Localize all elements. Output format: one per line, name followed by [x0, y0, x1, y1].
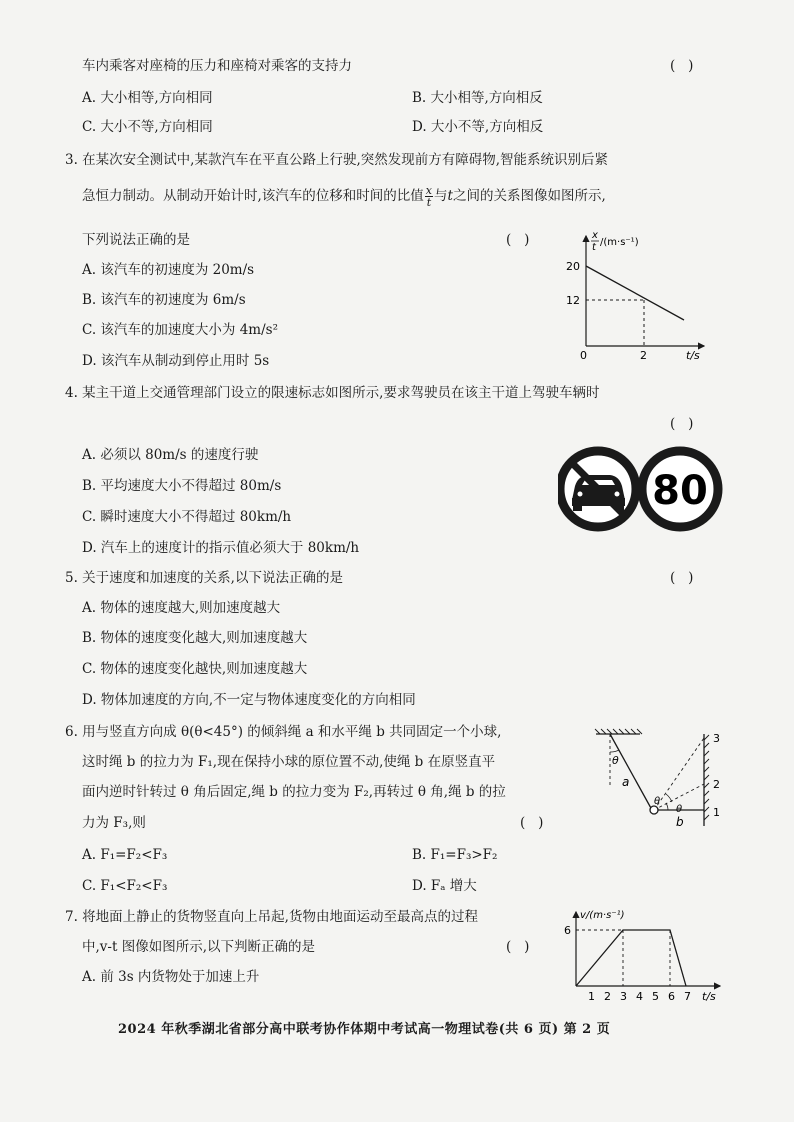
q6-theta-right: θ — [676, 804, 683, 815]
q3-ylabel-num: x — [592, 230, 598, 241]
q3-option-d: D. 该汽车从制动到停止用时 5s — [82, 353, 270, 369]
q5-option-b: B. 物体的速度变化越大,则加速度越大 — [82, 630, 308, 646]
q4-option-a: A. 必须以 80m/s 的速度行驶 — [82, 447, 259, 463]
q3-stem-line2-mid: 与 — [434, 188, 448, 204]
q3-origin: 0 — [580, 349, 587, 362]
rope-a — [610, 734, 652, 810]
q7-ytick-6: 6 — [564, 924, 571, 937]
q7-xtick-1: 1 — [588, 990, 595, 1003]
q5-stem: 5. 关于速度和加速度的关系,以下说法正确的是 — [65, 570, 343, 586]
q4-option-b: B. 平均速度大小不得超过 80m/s — [82, 478, 282, 494]
ball — [650, 806, 658, 814]
q7-xtick-7: 7 — [684, 990, 691, 1003]
q7-xtick-6: 6 — [668, 990, 675, 1003]
q3-ytick-12: 12 — [566, 294, 580, 307]
q3-answer-paren: ( ) — [506, 232, 530, 248]
q6-label-b: b — [676, 815, 684, 829]
q7-vt-graph — [560, 906, 724, 1004]
q5-option-d: D. 物体加速度的方向,不一定与物体速度变化的方向相同 — [82, 692, 416, 708]
q6-stem-line4: 力为 F₃,则 — [82, 815, 146, 831]
speed-limit-value: 80 — [652, 468, 708, 514]
q3-stem-line2-pre: 急恒力制动。从制动开始计时,该汽车的位移和时间的比值 — [82, 188, 424, 204]
q3-stem-line2-post: 之间的关系图像如图所示, — [452, 188, 606, 204]
q7-data-line — [576, 930, 686, 986]
q6-rope-diagram — [592, 726, 728, 836]
q2-option-b: B. 大小相等,方向相反 — [412, 90, 543, 106]
q3-frac-den: t — [426, 196, 432, 209]
q6-option-a: A. F₁=F₂<F₃ — [82, 847, 168, 863]
q5-option-c: C. 物体的速度变化越快,则加速度越大 — [82, 661, 308, 677]
q7-xtick-4: 4 — [636, 990, 643, 1003]
q6-point-3: 3 — [713, 732, 720, 745]
q2-option-d: D. 大小不等,方向相反 — [412, 119, 544, 135]
q3-ytick-20: 20 — [566, 260, 580, 273]
q6-stem-line1: 6. 用与竖直方向成 θ(θ<45°) 的倾斜绳 a 和水平绳 b 共同固定一个小球, — [65, 724, 502, 740]
q6-option-c: C. F₁<F₂<F₃ — [82, 878, 168, 894]
q7-option-a: A. 前 3s 内货物处于加速上升 — [82, 969, 260, 985]
q3-xlabel: t/s — [686, 349, 700, 362]
q6-stem-line3: 面内逆时针转过 θ 角后固定,绳 b 的拉力变为 F₂,再转过 θ 角,绳 b 的拉 — [82, 784, 506, 800]
q3-option-c: C. 该汽车的加速度大小为 4m/s² — [82, 322, 279, 338]
q4-option-d: D. 汽车上的速度计的指示值必须大于 80km/h — [82, 540, 360, 556]
q3-xtick-2: 2 — [640, 349, 647, 362]
q6-label-a: a — [622, 775, 630, 789]
q3-stem-line3: 下列说法正确的是 — [82, 232, 190, 248]
q6-option-b: B. F₁=F₃>F₂ — [412, 847, 498, 863]
q6-point-2: 2 — [713, 778, 720, 791]
q6-option-d: D. Fₐ 增大 — [412, 878, 477, 894]
q3-option-a: A. 该汽车的初速度为 20m/s — [82, 262, 255, 278]
q3-ylabel-unit: /(m·s⁻¹) — [600, 237, 639, 248]
q7-stem-line1: 7. 将地面上静止的货物竖直向上吊起,货物由地面运动至最高点的过程 — [65, 909, 478, 925]
q2-option-c: C. 大小不等,方向相同 — [82, 119, 213, 135]
q7-xtick-3: 3 — [620, 990, 627, 1003]
q7-xlabel: t/s — [702, 990, 716, 1003]
q6-stem-line2: 这时绳 b 的拉力为 F₁,现在保持小球的原位置不动,使绳 b 在原竖直平 — [82, 754, 496, 770]
speed-limit-sign — [642, 451, 718, 527]
q3-xt-graph — [558, 226, 708, 362]
q7-xtick-5: 5 — [652, 990, 659, 1003]
q4-option-c: C. 瞬时速度大小不得超过 80km/h — [82, 509, 292, 525]
q6-point-1: 1 — [713, 806, 720, 819]
q7-stem-line2: 中,v-t 图像如图所示,以下判断正确的是 — [82, 939, 315, 955]
q5-option-a: A. 物体的速度越大,则加速度越大 — [82, 600, 281, 616]
q2-answer-paren: ( ) — [670, 58, 694, 74]
q4-answer-paren: ( ) — [670, 416, 694, 432]
no-overtaking-sign — [560, 451, 636, 527]
q3-frac-num: x — [425, 184, 433, 197]
q7-x-ticks — [588, 990, 691, 1003]
q7-xtick-2: 2 — [604, 990, 611, 1003]
q3-data-line — [586, 266, 684, 320]
q3-ylabel-den: t — [592, 242, 596, 253]
page-footer: 2024 年秋季湖北省部分高中联考协作体期中考试高一物理试卷(共 6 页) 第 2 页 — [118, 1022, 611, 1037]
q3-stem-line1: 3. 在某次安全测试中,某款汽车在平直公路上行驶,突然发现前方有障碍物,智能系统识别后紧 — [65, 152, 609, 168]
q6-theta-top: θ — [612, 754, 619, 767]
q7-ylabel: v/(m·s⁻¹) — [580, 910, 625, 921]
q5-answer-paren: ( ) — [670, 570, 694, 586]
q3-stem-t: t — [447, 188, 453, 204]
q3-ratio-fraction — [425, 185, 433, 208]
q2-stem: 车内乘客对座椅的压力和座椅对乘客的支持力 — [82, 58, 352, 74]
q3-stem-line2 — [82, 185, 606, 208]
q4-traffic-signs — [558, 446, 728, 532]
q6-answer-paren: ( ) — [520, 815, 544, 831]
q4-stem: 4. 某主干道上交通管理部门设立的限速标志如图所示,要求驾驶员在该主干道上驾驶车辆时 — [65, 385, 600, 401]
q2-option-a: A. 大小相等,方向相同 — [82, 90, 213, 106]
q6-theta-left: θ — [654, 796, 661, 807]
rope-b-position-3 — [654, 738, 704, 810]
q3-option-b: B. 该汽车的初速度为 6m/s — [82, 292, 246, 308]
q7-answer-paren: ( ) — [506, 939, 530, 955]
